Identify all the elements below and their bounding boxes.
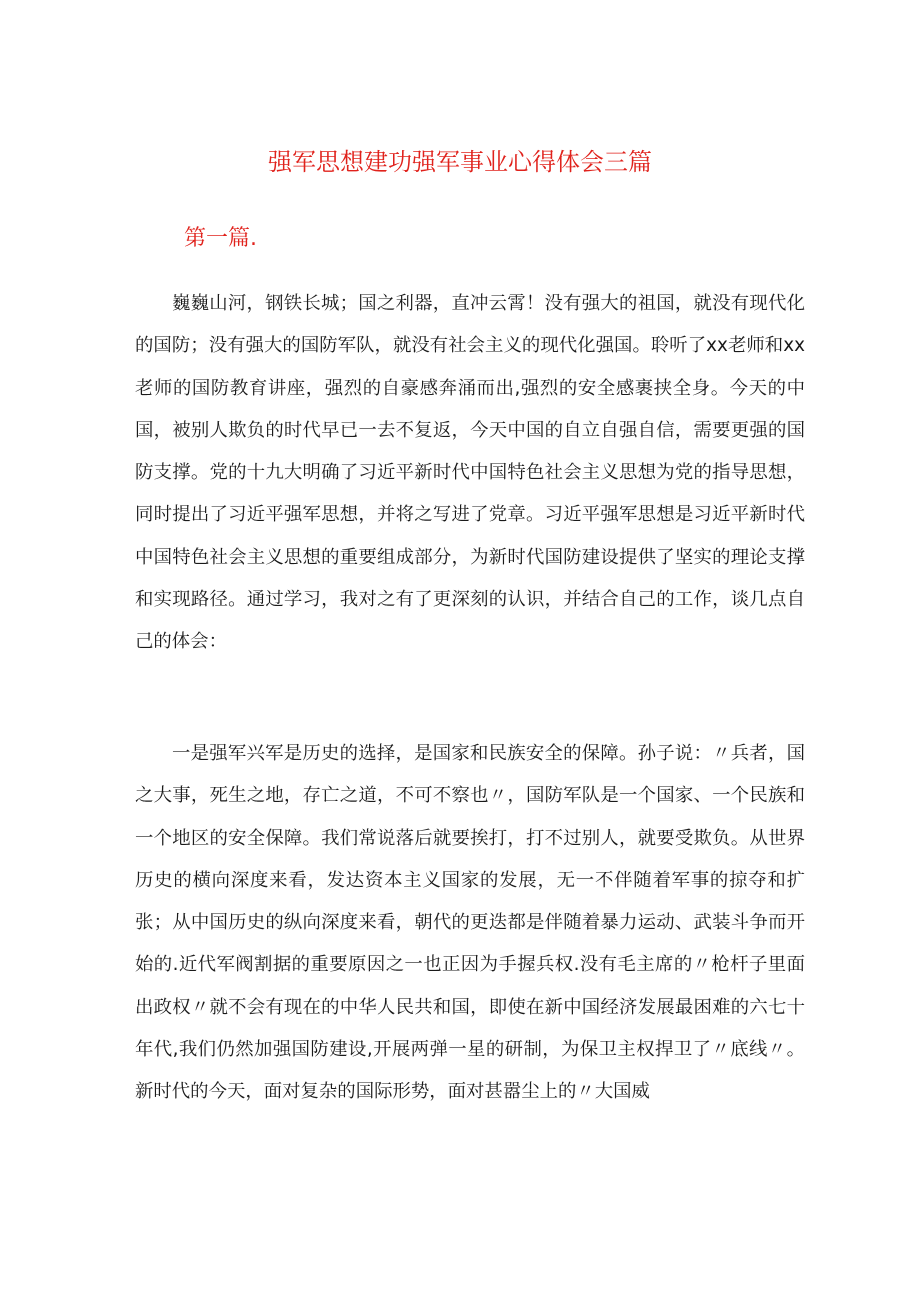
paragraph-1: 巍巍山河，钢铁长城；国之利器，直冲云霄！没有强大的祖国，就没有现代化的国防；没有强大的国防军队，就没有社会主义的现代化强国。聆听了xx老师和xx老师的国防教育讲座，强烈的自豪感奔涌而出,强烈的安全感裹挟全身。今天的中国，被别人欺负的时代早已一去不复返，今天中国的自立自强自信，需要更强的国防支撑。党的十九大明确了习近平新时代中国特色社会主义思想为党的指导思想，同时提出了习近平强军思想，并将之写进了党章。习近平强军思想是习近平新时代中国特色社会主义思想的重要组成部分，为新时代国防建设提供了坚实的理论支撑和实现路径。通过学习，我对之有了更深刻的认识，并结合自己的工作，谈几点自己的体会： bbox=[135, 293, 805, 653]
document-title: 强军思想建功强军事业心得体会三篇 bbox=[268, 148, 652, 176]
section-heading: 第一篇. bbox=[184, 226, 257, 251]
paragraph-2: 一是强军兴军是历史的选择，是国家和民族安全的保障。孙子说：〃兵者，国之大事，死生之地，存亡之道，不可不察也〃，国防军队是一个国家、一个民族和一个地区的安全保障。我们常说落后就要挨打，打不过别人，就要受欺负。从世界历史的横向深度来看，发达资本主义国家的发展，无一不伴随着军事的掠夺和扩张；从中国历史的纵向深度来看，朝代的更迭都是伴随着暴力运动、武装斗争而开始的.近代军阀割据的重要原因之一也正因为手握兵权.没有毛主席的〃枪杆子里面出政权〃就不会有现在的中华人民共和国，即使在新中国经济发展最困难的六七十年代,我们仍然加强国防建设,开展两弹一星的研制，为保卫主权捍卫了〃底线〃。新时代的今天，面对复杂的国际形势，面对甚嚣尘上的〃大国威 bbox=[135, 743, 805, 1103]
